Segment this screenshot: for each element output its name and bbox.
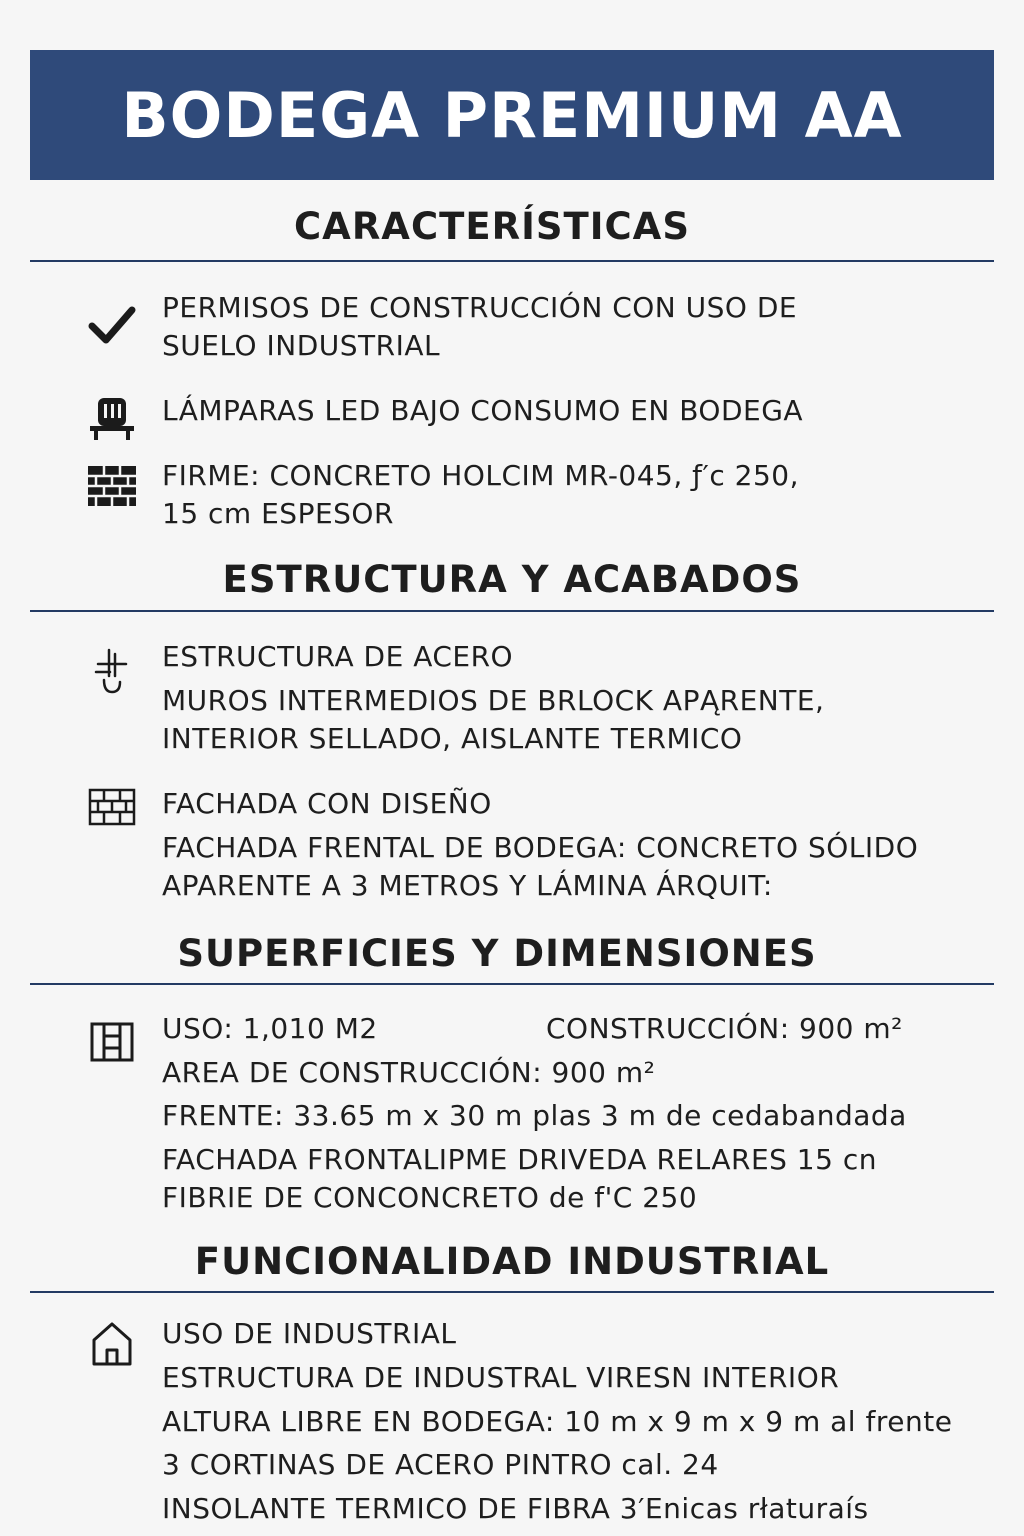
checkmark-icon <box>84 298 140 350</box>
feature-text: 15 cm ESPESOR <box>162 497 394 530</box>
section-heading-superficies: SUPERFICIES Y DIMENSIONES <box>177 932 817 975</box>
page-title: BODEGA PREMIUM AA <box>121 78 903 152</box>
section-heading-caracteristicas: CARACTERÍSTICAS <box>294 205 690 248</box>
brick-wall-icon <box>84 460 140 512</box>
section-divider <box>30 260 994 262</box>
feature-text: USO DE INDUSTRIAL <box>162 1317 457 1350</box>
feature-text: PERMISOS DE CONSTRUCCIÓN CON USO DE <box>162 291 798 324</box>
feature-text: INSOLANTE TERMICO DE FIBRA 3′Enicas rłaturaís <box>162 1492 869 1525</box>
feature-text: FACHADA FRONTALIPME DRIVEDA RELARES 15 cn <box>162 1143 877 1176</box>
steel-structure-icon <box>84 646 140 698</box>
feature-text: ALTURA LIBRE EN BODEGA: 10 m x 9 m x 9 m al frente <box>162 1405 953 1438</box>
title-banner <box>30 50 994 180</box>
feature-text: FACHADA CON DISEÑO <box>162 787 492 820</box>
feature-text: FRENTE: 33.65 m x 30 m plas 3 m de cedabandada <box>162 1099 907 1132</box>
feature-text: INTERIOR SELLADO, AISLANTE TERMICO <box>162 722 743 755</box>
section-divider <box>30 1291 994 1293</box>
lamp-icon <box>84 392 140 444</box>
feature-text: MUROS INTERMEDIOS DE BRLOCK APĄRENTE, <box>162 684 825 717</box>
area-construccion: CONSTRUCCIÓN: 900 m² <box>546 1012 903 1045</box>
floor-plan-icon <box>84 1016 140 1068</box>
feature-text: FIBRIE DE CONCONCRETO de f'C 250 <box>162 1181 698 1214</box>
feature-text: APARENTE A 3 METROS Y LÁMINA ÁRQUIT: <box>162 869 773 902</box>
feature-text: AREA DE CONSTRUCCIÓN: 900 m² <box>162 1056 656 1089</box>
section-divider <box>30 610 994 612</box>
feature-text: FACHADA FRENTAL DE BODEGA: CONCRETO SÓLIDO <box>162 831 919 864</box>
feature-text: FIRME: CONCRETO HOLCIM MR-045, ƒ′c 250, <box>162 459 800 492</box>
section-divider <box>30 983 994 985</box>
feature-text: SUELO INDUSTRIAL <box>162 329 441 362</box>
feature-text: LÁMPARAS LED BAJO CONSUMO EN BODEGA <box>162 394 804 427</box>
area-uso: USO: 1,010 M2 <box>162 1012 378 1045</box>
facade-grid-icon <box>84 782 140 834</box>
feature-text: 3 CORTINAS DE ACERO PINTRO cal. 24 <box>162 1448 719 1481</box>
section-heading-estructura: ESTRUCTURA Y ACABADOS <box>222 558 802 601</box>
feature-text: ESTRUCTURA DE INDUSTRAL VIRESN INTERIOR <box>162 1361 840 1394</box>
section-heading-funcionalidad: FUNCIONALIDAD INDUSTRIAL <box>194 1240 830 1283</box>
house-icon <box>84 1318 140 1370</box>
feature-text: ESTRUCTURA DE ACERO <box>162 640 514 673</box>
